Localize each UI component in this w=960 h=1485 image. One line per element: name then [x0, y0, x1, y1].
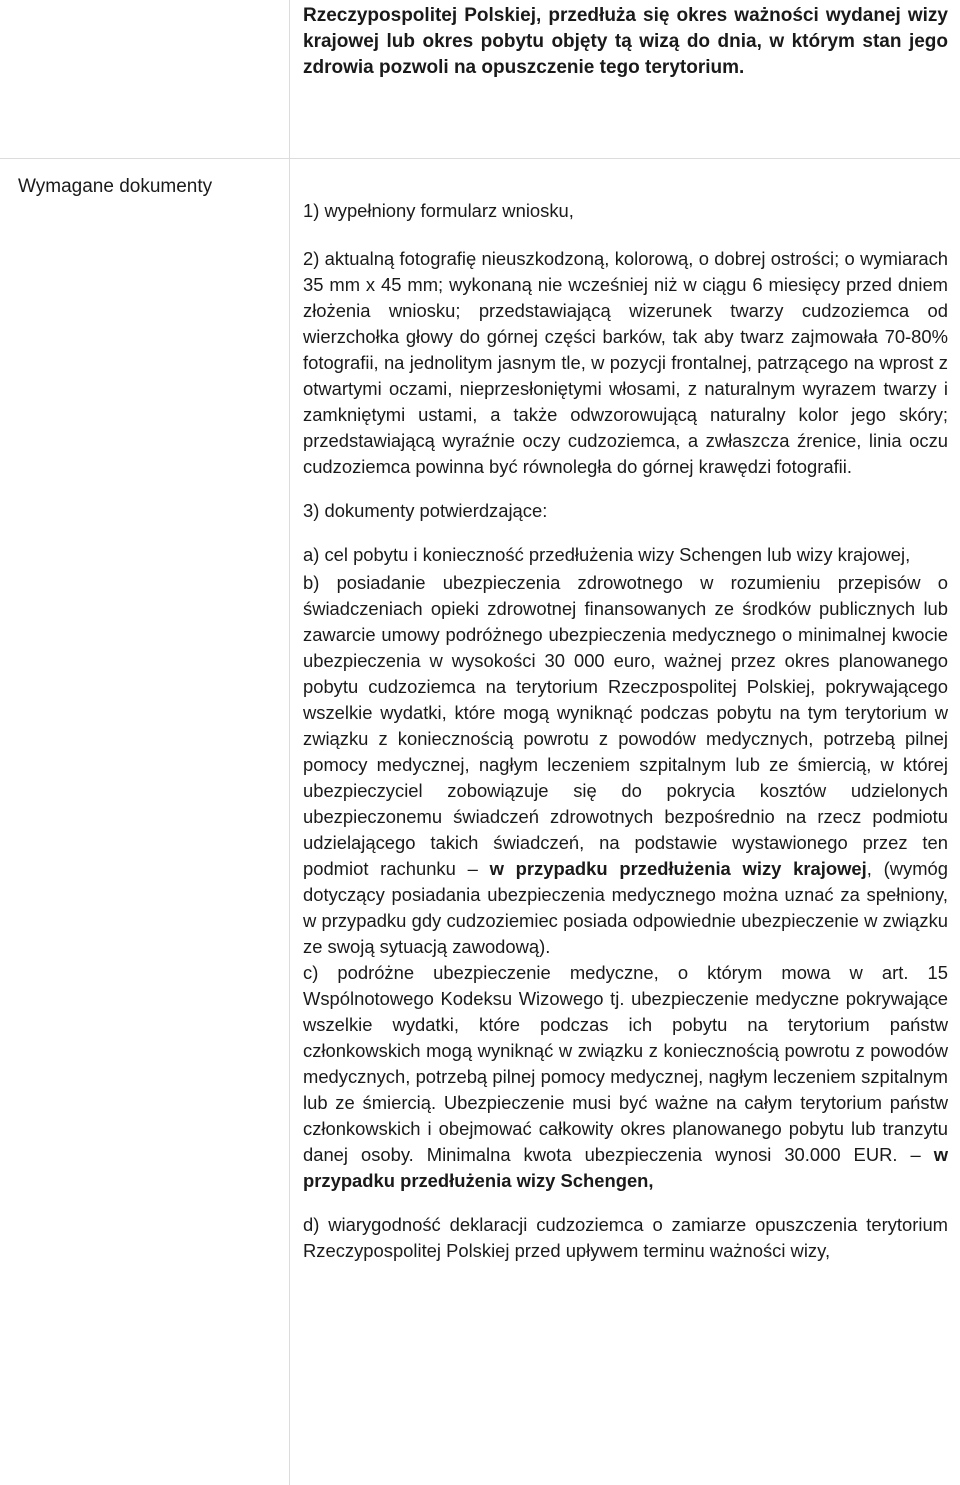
- list-item-2: 2) aktualną fotografię nieuszkodzoną, kolorową, o dobrej ostrości; o wymiarach 35 mm x 45 mm; wykonaną nie wcześniej niż w ciągu 6 miesięcy przed dniem złożenia wniosku; przedstawiającą wizerunek twarzy cudzoziemca od wierzchołka głowy do górnej części barków, tak aby twarz zajmowała 70-80% fotografii, na jednolitym jasnym tle, w pozycji frontalnej, patrzącego na wprost z otwartymi oczami, nieprzesłoniętymi włosami, z naturalnym wyrazem twarzy i zamkniętymi ustami, a także odwzorowującą naturalny kolor jego skóry; przedstawiającą wyraźnie oczy cudzoziemca, a zwłaszcza źrenice, linia oczu cudzoziemca powinna być równoległa do górnej krawędzi fotografii.: [303, 248, 948, 477]
- table-row-divider: [0, 158, 960, 159]
- sub-item-b-text: b) posiadanie ubezpieczenia zdrowotnego w rozumieniu przepisów o świadczeniach opieki zdrowotnej finansowanych ze środków publicznych lub zawarcie umowy podróżnego ubezpieczenia medycznego o minimalnej kwocie ubezpieczenia w wysokości 30 000 euro, ważnej przez okres planowanego pobytu cudzoziemca na terytorium Rzeczpospolitej Polskiej, pokrywającego wszelkie wydatki, które mogą wyniknąć podczas pobytu na tym terytorium w związku z koniecznością powrotu z powodów medycznych, potrzebą pilnej pomocy medycznej, nagłym leczeniem szpitalnym lub ze śmiercią, w której ubezpieczyciel zobowiązuje się do pokrycia kosztów udzielonych ubezpieczonemu świadczeń zdrowotnych bezpośrednio na rzecz podmiotu udzielającego takich świadczeń, na podstawie wystawionego przez ten podmiot rachunku –: [303, 572, 948, 879]
- row-label-required-documents: Wymagane dokumenty: [18, 176, 213, 197]
- sub-item-c-text: c) podróżne ubezpieczenie medyczne, o którym mowa w art. 15 Wspólnotowego Kodeksu Wizowego tj. ubezpieczenie medyczne pokrywające wszelkie wydatki, które podczas ich pobytu na terytorium państw członkowskich mogą wyniknąć w związku z koniecznością powrotu z powodów medycznych, potrzebą pilnej pomocy medycznej, nagłym leczeniem szpitalnym lub ze śmiercią. Ubezpieczenie musi być ważne na całym terytorium państw członkowskich i obejmować całkowity okres planowanego pobytu lub tranzytu danej osoby. Minimalna kwota ubezpieczenia wynosi 30.000 EUR. –: [303, 962, 948, 1165]
- sub-item-d: d) wiarygodność deklaracji cudzoziemca o zamiarze opuszczenia terytorium Rzeczypospolitej Polskiej przed upływem terminu ważności wizy,: [303, 1214, 948, 1261]
- sub-item-c-emphasis: w przypadku przedłużenia wizy Schengen,: [303, 1144, 948, 1191]
- sub-item-b-emphasis: w przypadku przedłużenia wizy krajowej: [489, 858, 867, 879]
- required-documents-content: [303, 198, 948, 1264]
- sub-item-c: [303, 960, 948, 1194]
- list-item-1: 1) wypełniony formularz wniosku,: [303, 200, 574, 221]
- sub-item-b-text-cont: , (wymóg dotyczący posiadania ubezpieczenia medycznego można uznać za spełniony, w przypadku gdy cudzoziemiec posiada odpowiednie ubezpieczenie w związku ze swoją sytuacją zawodową).: [303, 858, 948, 957]
- sub-item-a: a) cel pobytu i konieczność przedłużenia wizy Schengen lub wizy krajowej,: [303, 544, 911, 565]
- sub-item-b: [303, 570, 948, 960]
- table-column-divider: [289, 0, 290, 1485]
- list-item-3: 3) dokumenty potwierdzające:: [303, 500, 548, 521]
- continued-cell-text: Rzeczypospolitej Polskiej, przedłuża się okres ważności wydanej wizy krajowej lub okres pobytu objęty tą wizą do dnia, w którym stan jego zdrowia pozwoli na opuszczenie tego terytorium.: [303, 5, 948, 78]
